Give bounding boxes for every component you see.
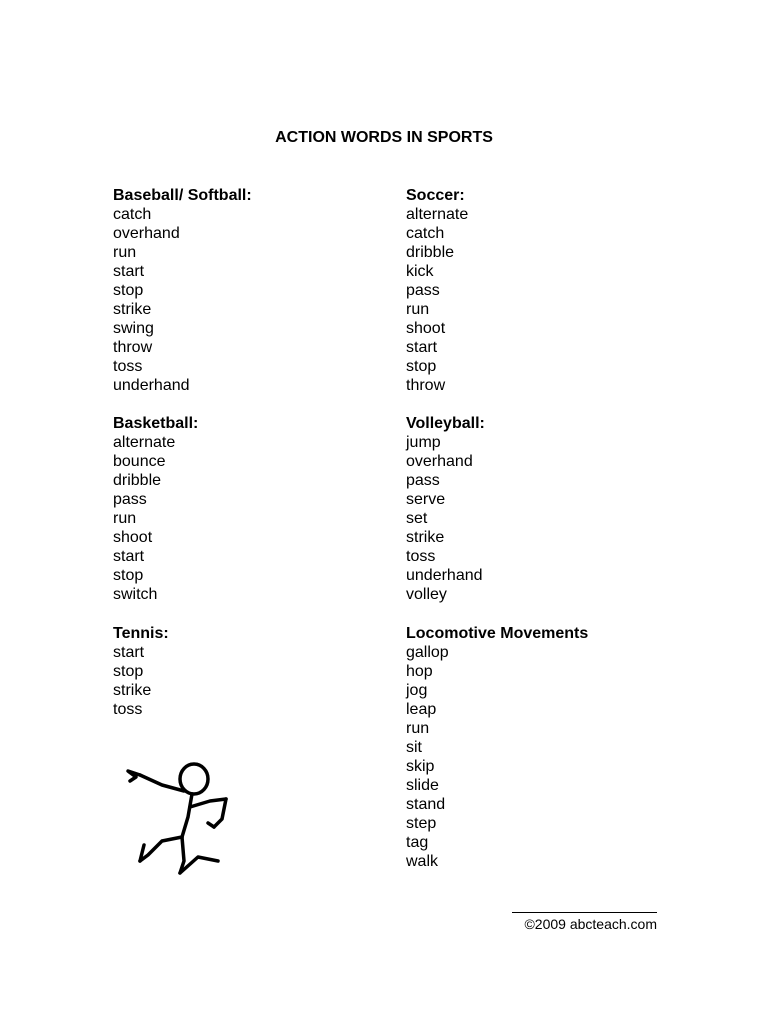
list-item: jump [406,434,441,451]
list-item: stop [113,282,144,299]
list-item: catch [406,225,445,242]
list-item: alternate [406,206,469,223]
stick-figure-pointing-icon [118,745,248,885]
list-item: swing [113,320,154,337]
list-item: stop [113,567,144,584]
list-item: strike [113,301,152,318]
list-item: toss [406,548,436,565]
list-item: switch [113,586,158,603]
list-item: strike [113,682,152,699]
list-item: shoot [113,529,153,546]
list-item: stop [406,358,437,375]
list-item: dribble [406,244,455,261]
list-item: underhand [113,377,190,394]
word-list [113,643,169,719]
list-item: start [113,263,145,280]
list-item: hop [406,663,433,680]
section-locomotive-movements [406,624,588,871]
list-item: stand [406,796,446,813]
list-item: shoot [406,320,446,337]
list-item: run [406,301,430,318]
section-tennis [113,624,169,719]
list-item: leap [406,701,437,718]
list-item: tag [406,834,429,851]
list-item: skip [406,758,435,775]
list-item: kick [406,263,434,280]
list-item: serve [406,491,446,508]
list-item: start [113,548,145,565]
list-item: throw [406,377,446,394]
list-item: volley [406,586,447,603]
list-item: slide [406,777,439,794]
list-item: overhand [406,453,473,470]
list-item: start [113,644,145,661]
section-volleyball [406,414,485,604]
list-item: step [406,815,437,832]
list-item: start [406,339,438,356]
list-item: set [406,510,428,527]
word-list [406,433,485,604]
section-heading: Baseball/ Softball: [113,187,252,204]
list-item: stop [113,663,144,680]
list-item: run [113,244,137,261]
list-item: jog [406,682,428,699]
footer [512,912,657,932]
list-item: catch [113,206,152,223]
copyright-text: ©2009 abcteach.com [524,916,657,932]
section-heading: Soccer: [406,187,465,204]
page-title: ACTION WORDS IN SPORTS [275,129,493,146]
list-item: run [406,720,430,737]
list-item: pass [406,472,440,489]
section-baseball-softball [113,186,252,395]
list-item: alternate [113,434,176,451]
list-item: underhand [406,567,483,584]
list-item: toss [113,701,143,718]
word-list [113,433,198,604]
footer-divider [512,912,657,913]
list-item: walk [406,853,439,870]
list-item: pass [406,282,440,299]
section-soccer [406,186,468,395]
section-heading: Basketball: [113,415,199,432]
word-list [406,643,588,871]
list-item: throw [113,339,153,356]
word-list [113,205,252,395]
section-basketball [113,414,198,604]
list-item: gallop [406,644,449,661]
list-item: pass [113,491,147,508]
list-item: bounce [113,453,166,470]
list-item: toss [113,358,143,375]
list-item: dribble [113,472,162,489]
list-item: strike [406,529,445,546]
section-heading: Volleyball: [406,415,485,432]
section-heading: Locomotive Movements [406,625,589,642]
list-item: run [113,510,137,527]
list-item: sit [406,739,422,756]
list-item: overhand [113,225,180,242]
section-heading: Tennis: [113,625,169,642]
word-list [406,205,468,395]
